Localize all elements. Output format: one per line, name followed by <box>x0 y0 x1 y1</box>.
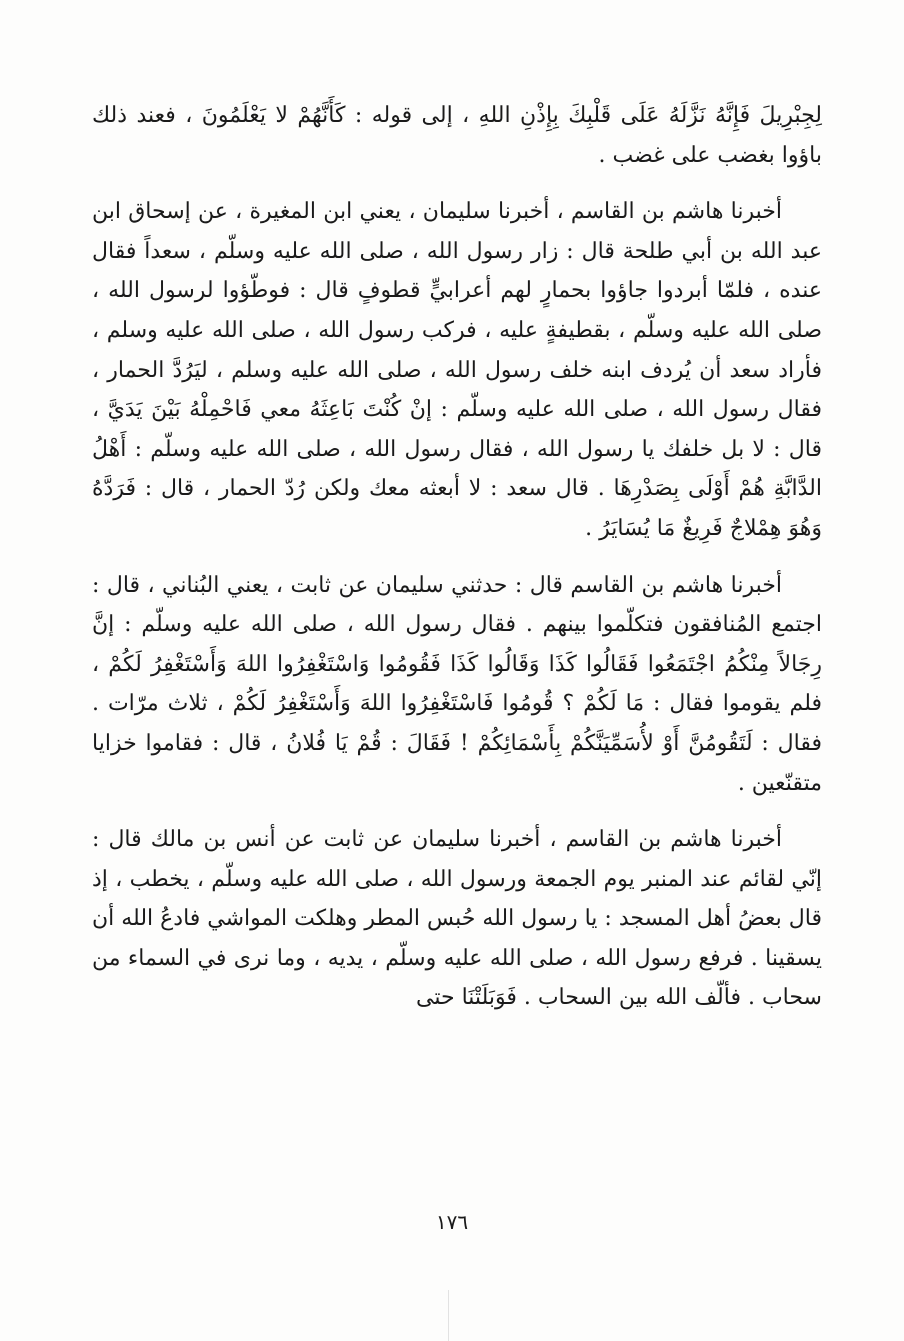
page-number: ١٧٦ <box>435 1210 469 1234</box>
page-fold-divider <box>448 1290 449 1341</box>
paragraph-continuation: لِجِبْرِيلَ فَإِنَّهُ نَزَّلَهُ عَلَى قَلْبِكَ بِإِذْنِ اللهِ ، إلى قوله : كَأَنَّهُمْ لا يَعْلَمُونَ ، فعند ذلك باؤوا بغضب على غضب . <box>92 103 822 168</box>
paragraph-hadith-rain: أخبرنا هاشم بن القاسم ، أخبرنا سليمان عن ثابت عن أنس بن مالك قال : إنّي لقائم عند المنبر يوم الجمعة ورسول الله ، صلى الله عليه وسلّم ، يخطب ، إذ قال بعضُ أهل المسجد : يا رسول الله حُبس المطر وهلكت المواشي فادعُ الله أن يسقينا . فرفع رسول الله ، صلى الله عليه وسلّم ، يديه ، وما نرى في السماء من سحاب . فألّف الله بين السحاب . فَوَبَلَتْنَا حتى <box>92 827 822 1011</box>
body-text <box>92 96 822 1035</box>
paragraph-hadith-donkey: أخبرنا هاشم بن القاسم ، أخبرنا سليمان ، يعني ابن المغيرة ، عن إسحاق ابن عبد الله بن أبي طلحة قال : زار رسول الله ، صلى الله عليه وسلّم ، سعداً فقال عنده ، فلمّا أبردوا جاؤوا بحمارٍ لهم أعرابيٍّ قطوفٍ قال : فوطّؤوا لرسول الله ، صلى الله عليه وسلّم ، بقطيفةٍ عليه ، فركب رسول الله ، صلى الله عليه وسلم ، فأراد سعد أن يُردف ابنه خلف رسول الله ، صلى الله عليه وسلم ، ليَرُدَّ الحمار ، فقال رسول الله ، صلى الله عليه وسلّم : إنْ كُنْتَ بَاعِثَهُ معي فَاحْمِلْهُ بَيْنَ يَدَيَّ ، قال : لا بل خلفك يا رسول الله ، فقال رسول الله ، صلى الله عليه وسلّم : أَهْلُ الدَّابَّةِ هُمْ أَوْلَى بِصَدْرِهَا . قال سعد : لا أبعثه معك ولكن رُدّ الحمار ، قال : فَرَدَّهُ وَهُوَ هِمْلاجٌ فَرِيغٌ مَا يُسَايَرُ . <box>92 199 822 541</box>
paragraph-hadith-hypocrites: أخبرنا هاشم بن القاسم قال : حدثني سليمان عن ثابت ، يعني البُناني ، قال : اجتمع المُنافقون فتكلّموا بينهم . فقال رسول الله ، صلى الله عليه وسلّم : إنَّ رِجَالاً مِنْكُمُ اجْتَمَعُوا فَقَالُوا كَذَا وَقَالُوا كَذَا فَقُومُوا وَاسْتَغْفِرُوا اللهَ وَأَسْتَغْفِرُ لَكُمْ ، فلم يقوموا فقال : مَا لَكُمْ ؟ قُومُوا فَاسْتَغْفِرُوا اللهَ وَأَسْتَغْفِرُ لَكُمْ ، ثلاث مرّات . فقال : لَتَقُومُنَّ أَوْ لأُسَمِّيَنَّكُمْ بِأَسْمَائِكُمْ ! فَقَالَ : قُمْ يَا فُلانُ ، قال : فقاموا خزايا متقنّعين . <box>92 572 822 796</box>
